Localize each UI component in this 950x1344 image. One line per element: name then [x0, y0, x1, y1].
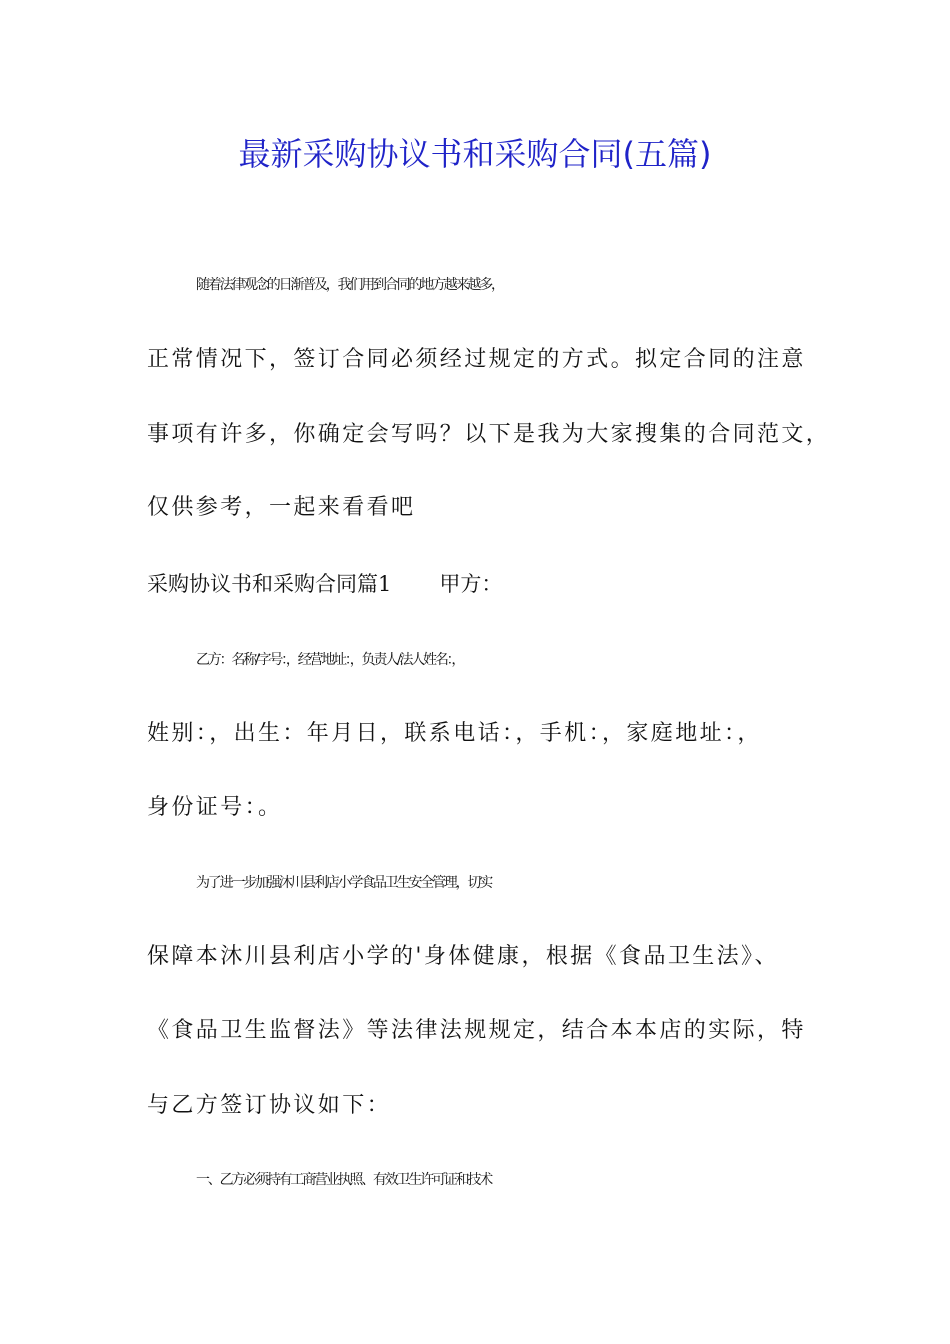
intro-line-3: 事项有许多，你确定会写吗？以下是我为大家搜集的合同范文， — [147, 422, 831, 447]
clause-1-line: 一、乙方必须持有工商营业执照、有效卫生许可证和技术 — [196, 1172, 491, 1188]
party-b-line-2: 姓别：，出生：年月日，联系电话：，手机：，家庭地址：， — [147, 721, 762, 746]
intro-line-2: 正常情况下，签订合同必须经过规定的方式。拟定合同的注意 — [147, 347, 806, 372]
party-b-line-3: 身份证号：。 — [147, 795, 283, 820]
document-title: 最新采购协议书和采购合同(五篇) — [238, 135, 712, 173]
party-b-line-1: 乙方：名称/字号：，经营地址：，负责人/法人姓名：， — [196, 652, 464, 668]
section-heading-line — [147, 564, 502, 604]
party-a-label: 甲方： — [439, 572, 503, 596]
intro-line-4: 仅供参考，一起来看看吧 — [147, 495, 416, 520]
purpose-line-3: 《食品卫生监督法》等法律法规规定，结合本本店的实际，特 — [147, 1018, 806, 1043]
purpose-line-4: 与乙方签订协议如下： — [147, 1093, 392, 1118]
section-heading: 采购协议书和采购合同篇1 — [147, 572, 392, 596]
purpose-line-2: 保障本沐川县利店小学的'身体健康，根据《食品卫生法》、 — [147, 944, 779, 969]
purpose-line-1: 为了进一步加强沐川县利店小学食品卫生安全管理，切实 — [196, 875, 491, 891]
intro-line-1: 随着法律观念的日渐普及，我们用到合同的地方越来越多， — [196, 277, 503, 293]
